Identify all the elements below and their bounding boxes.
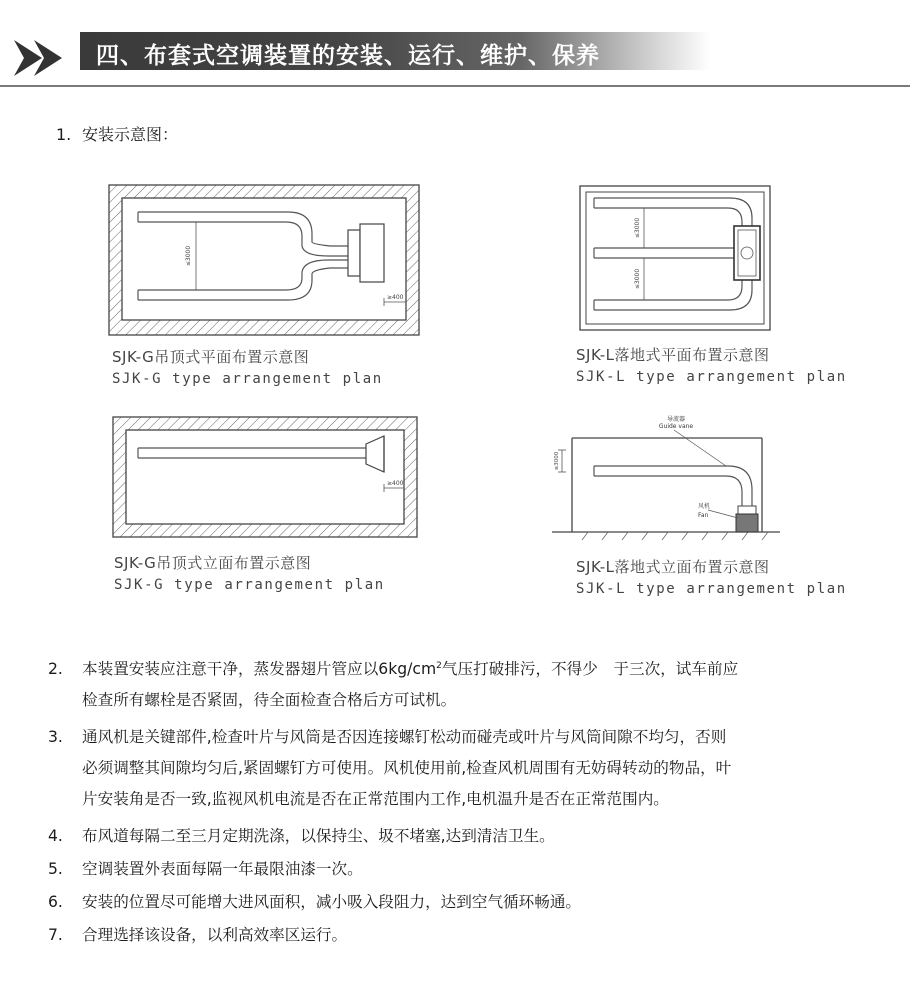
item-2-line1b: 气压打破排污，不得少 于三次，试车前应	[441, 660, 739, 678]
l-elev-fan-label-zh: 风机	[698, 503, 711, 510]
item-3-line1: 通风机是关键部件,检查叶片与风筒是否因连接螺钉松动而碰壳或叶片与风筒间隙不均匀，否则	[82, 728, 727, 746]
caption-l-elev-en: SJK-L type arrangement plan	[576, 581, 847, 597]
item-number: 7.	[48, 926, 63, 944]
item-number: 6.	[48, 893, 63, 911]
header-rule	[0, 85, 910, 87]
caption-g-elev-en: SJK-G type arrangement plan	[114, 577, 385, 593]
section-header	[0, 18, 910, 82]
caption-l-plan-en: SJK-L type arrangement plan	[576, 369, 847, 385]
item-4-text: 布风道每隔二至三月定期洗涤，以保持尘、圾不堵塞,达到清洁卫生。	[82, 827, 555, 845]
list-item	[48, 722, 898, 815]
caption-l-elev-zh: SJK-L落地式立面布置示意图	[576, 558, 770, 576]
item-number: 4.	[48, 827, 63, 845]
figure-g-plan	[108, 184, 430, 338]
figure-l-plan	[576, 182, 776, 334]
item-7-text: 合理选择该设备，以利高效率区运行。	[82, 926, 348, 944]
l-elev-guide-label-en: Guide vane	[658, 423, 694, 430]
instruction-list	[48, 654, 898, 951]
item-3-line3: 片安装角是否一致,监视风机电流是否在正常范围内工作,电机温升是否在正常范围内。	[82, 790, 669, 808]
list-item	[48, 654, 898, 716]
item-5-text: 空调装置外表面每隔一年最限油漆一次。	[82, 860, 363, 878]
caption-g-plan	[112, 346, 383, 390]
caption-g-elev-zh: SJK-G吊顶式立面布置示意图	[114, 554, 312, 572]
g-plan-span-dim: ≤3000	[185, 245, 192, 267]
caption-l-plan	[576, 344, 847, 388]
list-item	[48, 887, 898, 918]
figure-g-elevation	[112, 416, 424, 542]
item-2-superscript: 2	[436, 661, 442, 671]
caption-l-elev	[576, 556, 847, 600]
figure-l-elevation	[548, 414, 788, 544]
l-plan-lower-dim: ≤3000	[634, 268, 641, 290]
list-item	[48, 821, 898, 852]
g-elev-clearance-dim: ≥400	[387, 480, 404, 487]
l-elev-height-dim: ≤3000	[554, 451, 560, 471]
title-bar	[80, 32, 710, 70]
item-number: 3.	[48, 728, 63, 746]
l-elev-guide-label-zh: 导流器	[666, 416, 686, 423]
list-item	[48, 854, 898, 885]
page-title: 四、布套式空调装置的安装、运行、维护、保养	[96, 43, 600, 69]
item-number: 5.	[48, 860, 63, 878]
caption-g-elev	[114, 552, 385, 596]
item-3-line2: 必须调整其间隙均匀后,紧固螺钉方可使用。风机使用前,检查风机周围有无妨碍转动的物品，叶	[82, 759, 732, 777]
caption-g-plan-en: SJK-G type arrangement plan	[112, 371, 383, 387]
g-plan-clearance-dim: ≥400	[387, 294, 404, 301]
caption-g-plan-zh: SJK-G吊顶式平面布置示意图	[112, 348, 310, 366]
item-2-line2: 检查所有螺栓是否紧固，待全面检查合格后方可试机。	[82, 691, 457, 709]
item-6-text: 安装的位置尽可能增大进风面积，减小吸入段阻力，达到空气循环畅通。	[82, 893, 582, 911]
section-1-label: 安装示意图：	[82, 125, 179, 144]
double-chevron-icon	[0, 18, 80, 82]
list-item	[48, 920, 898, 951]
section-1-heading	[56, 122, 178, 145]
item-number: 2.	[48, 660, 63, 678]
item-2-line1a: 本装置安装应注意干净，蒸发器翅片管应以6kg/cm	[82, 660, 437, 678]
section-1-number: 1.	[56, 125, 72, 144]
caption-l-plan-zh: SJK-L落地式平面布置示意图	[576, 346, 770, 364]
l-elev-fan-label-en: Fan	[698, 512, 709, 519]
l-plan-upper-dim: ≤3000	[634, 217, 641, 239]
